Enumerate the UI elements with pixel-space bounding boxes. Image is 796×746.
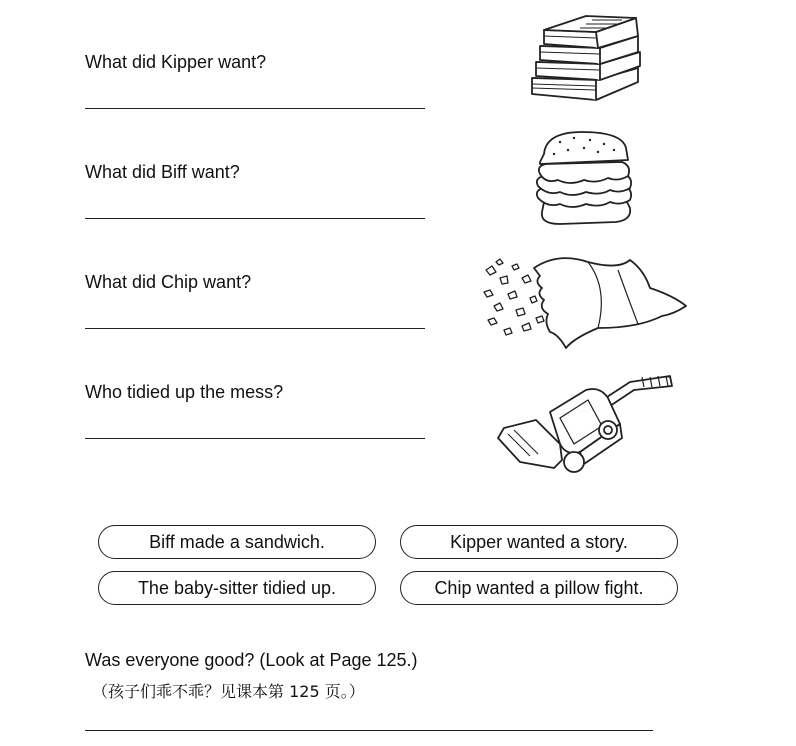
question-tidied: Who tidied up the mess?: [85, 382, 284, 402]
final-question-chinese: （孩子们乖不乖？见课本第 125 页。）: [92, 682, 365, 701]
question-biff: What did Biff want?: [85, 162, 240, 182]
answer-line-chip[interactable]: [85, 328, 425, 329]
final-answer-line[interactable]: [85, 730, 653, 731]
sandwich-icon: [530, 128, 635, 228]
answer-line-biff[interactable]: [85, 218, 425, 219]
stack-of-books-icon: [526, 8, 646, 108]
answer-option-chip-pillow-fight[interactable]: Chip wanted a pillow fight.: [400, 571, 678, 605]
question-kipper: What did Kipper want?: [85, 52, 267, 72]
final-question: Was everyone good? (Look at Page 125.): [85, 650, 418, 670]
answer-line-tidied[interactable]: [85, 438, 425, 439]
answer-option-kipper-story[interactable]: Kipper wanted a story.: [400, 525, 678, 559]
burst-pillow-feathers-icon: [478, 248, 690, 352]
answer-line-kipper[interactable]: [85, 108, 425, 109]
vacuum-cleaner-icon: [490, 368, 676, 478]
question-chip: What did Chip want?: [85, 272, 252, 292]
answer-option-biff-sandwich[interactable]: Biff made a sandwich.: [98, 525, 376, 559]
answer-option-babysitter-tidied[interactable]: The baby-sitter tidied up.: [98, 571, 376, 605]
